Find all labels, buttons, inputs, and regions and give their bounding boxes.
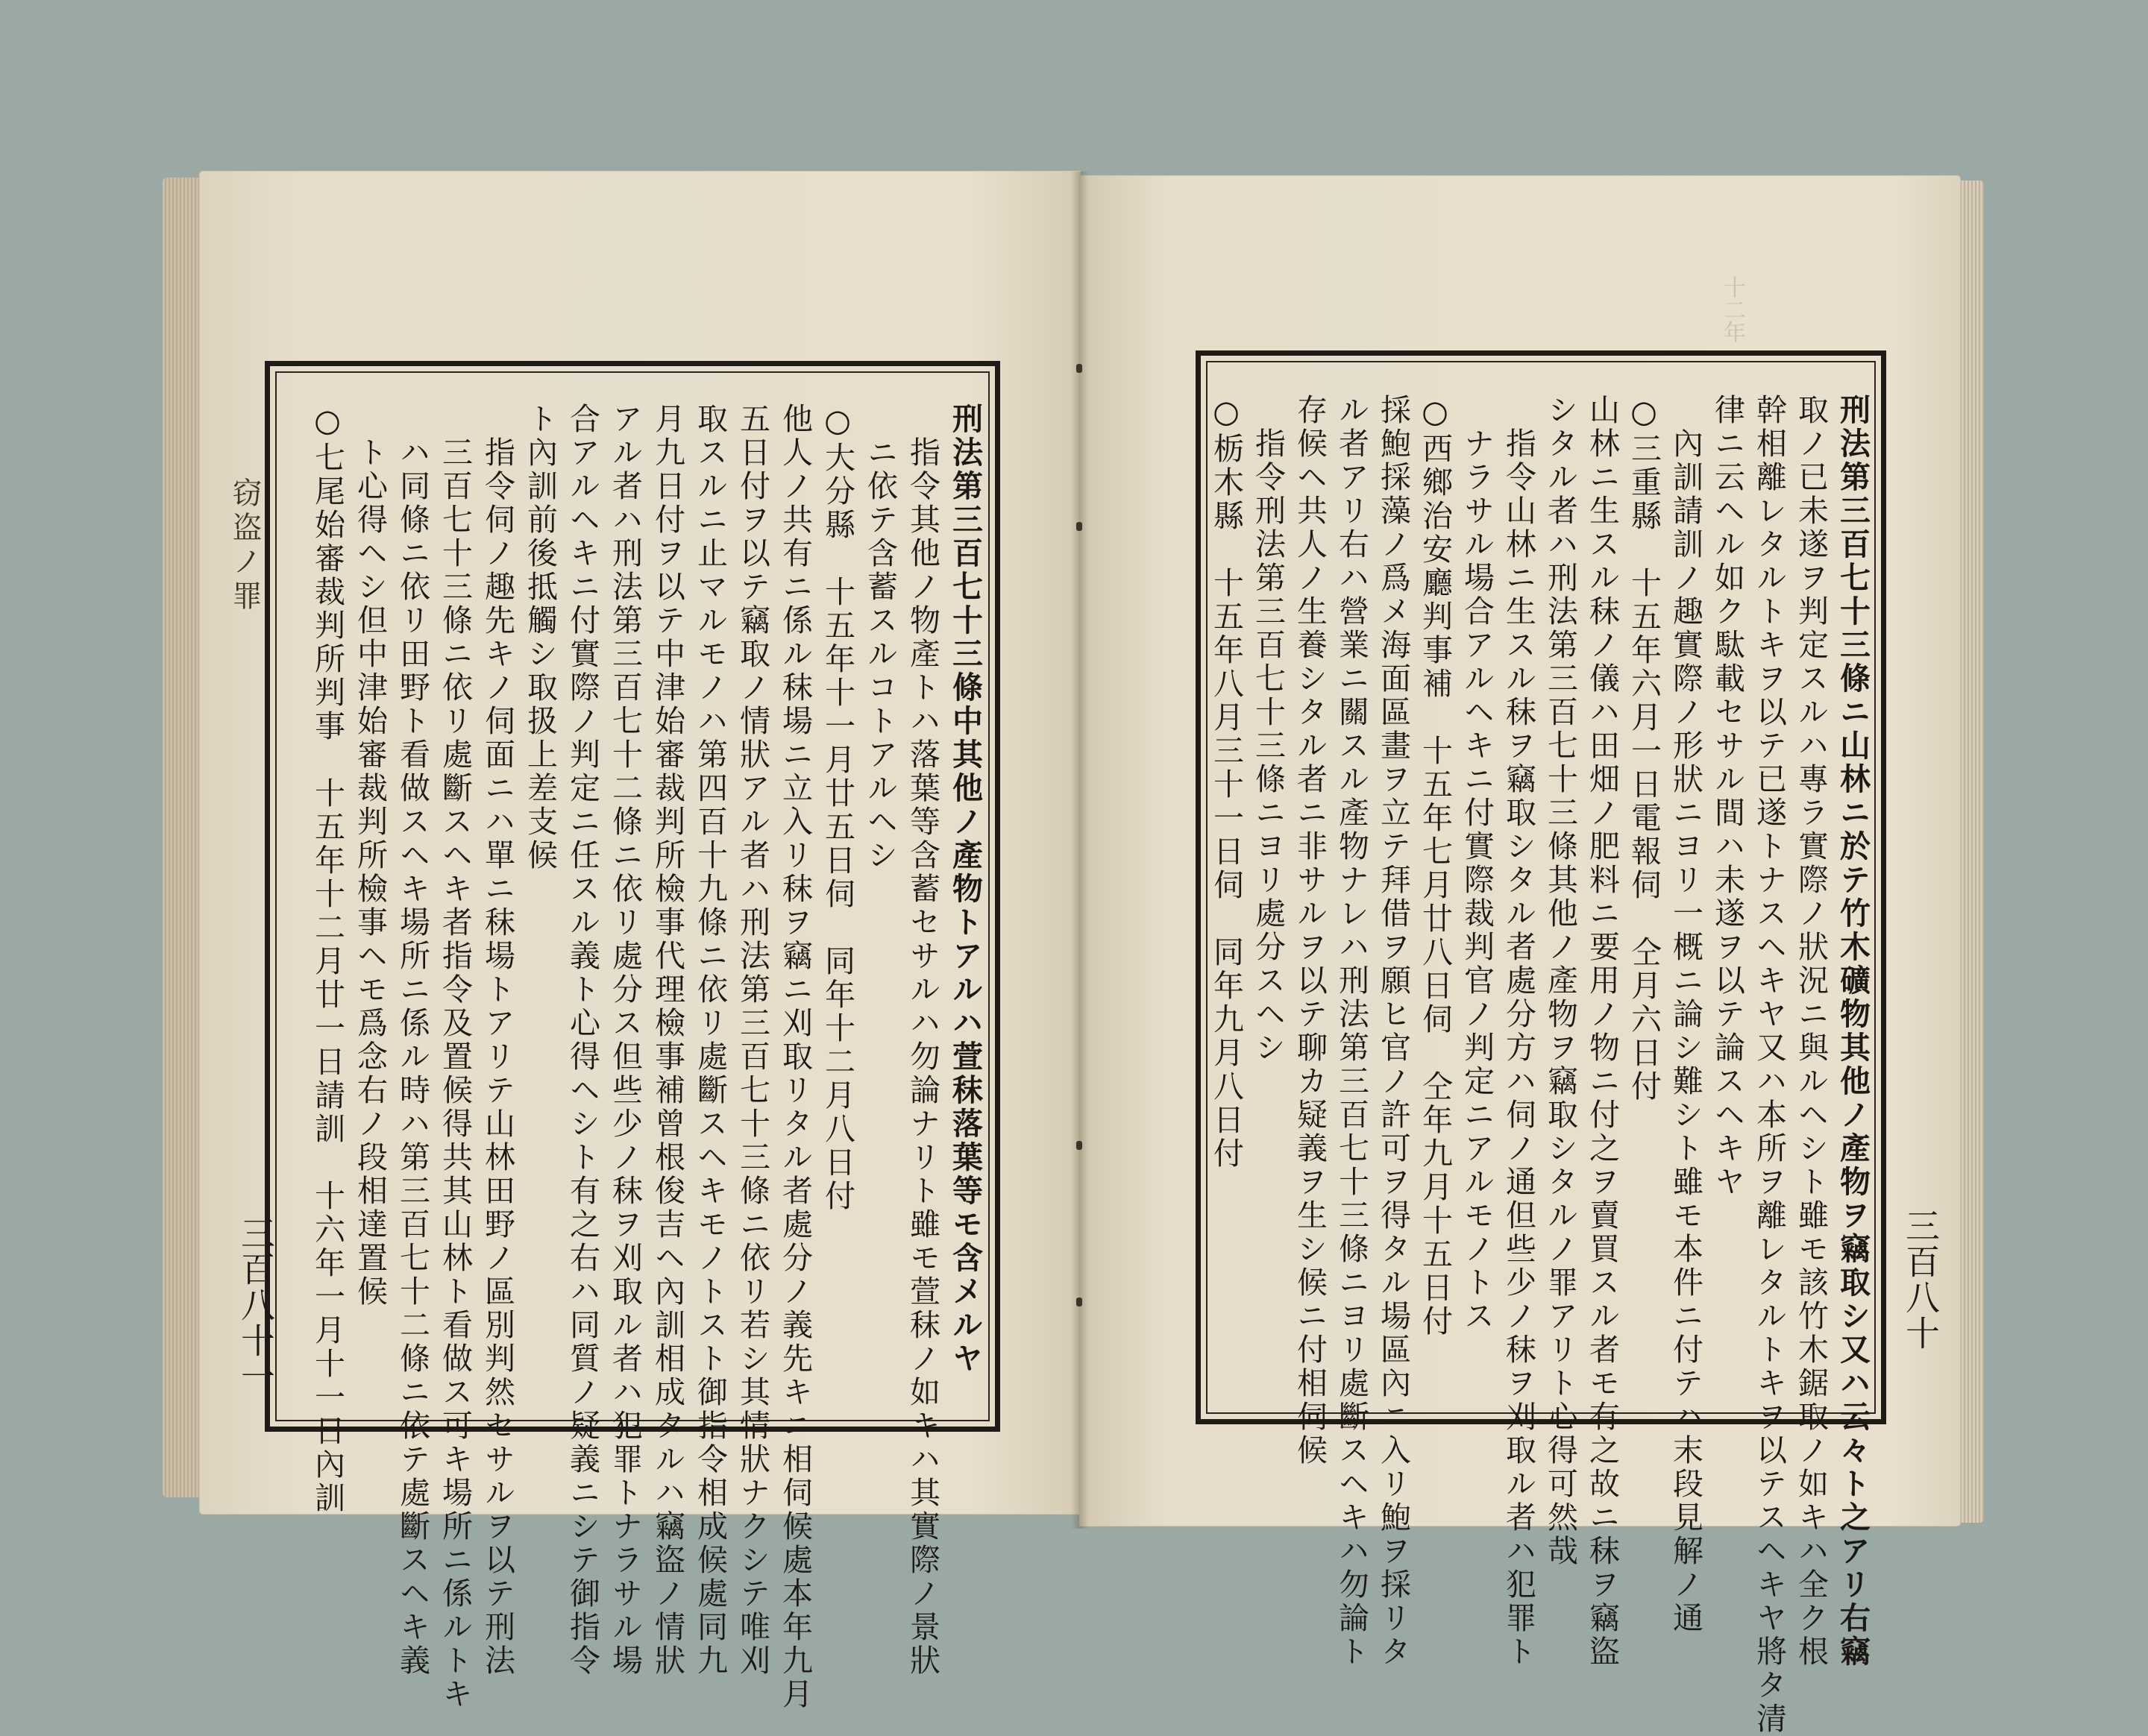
text-column: ナラサル場合アルヘキニ付實際裁判官ノ判定ニアルモノトス	[1459, 394, 1495, 1333]
text-column: ○大分縣 十五年十一月廿五日伺 同年十二月八日付	[820, 403, 855, 1213]
right-page-number: 三百八十	[1900, 1208, 1941, 1351]
text-column: 取スルニ止マルモノハ第四百十九條ニ依リ處斷スヘキモノトスト御指令相成候處同九	[692, 403, 728, 1678]
text-column: 幹相離レタルトキヲ以テ已遂トナスヘキヤ又ハ本所ヲ離レタルトキヲ以テスヘキヤ將タ清	[1751, 394, 1787, 1736]
text-column: アル者ハ刑法第三百七十二條ニ依リ處分ス但些少ノ秣ヲ刈取ル者ハ犯罪トナラサル場	[607, 403, 643, 1678]
text-column: ト內訓前後抵觸シ取扱上差支候	[522, 403, 558, 872]
binding-stitch	[1076, 1141, 1082, 1150]
text-column: ○栃木縣 十五年八月三十一日伺 同年九月八日付	[1208, 394, 1244, 1171]
text-column: ハ同條ニ依リ田野ト看做スヘキ場所ニ係ル時ハ第三百七十二條ニ依テ處斷スヘキ義	[395, 403, 430, 1678]
text-column: 他人ノ共有ニ係ル秣場ニ立入リ秣ヲ竊ニ刈取リタル者處分ノ義先キニ相伺候處本年九月	[777, 403, 813, 1711]
text-column: ル者アリ右ハ營業ニ關スル產物ナレハ刑法第三百七十三條ニヨリ處斷スヘキハ勿論ト	[1334, 394, 1369, 1669]
text-column: ○西鄉治安廳判事補 十五年七月廿八日伺 仝年九月十五日付	[1417, 394, 1453, 1339]
binding-stitch	[1076, 522, 1082, 531]
text-column: ○三重縣 十五年六月一日電報伺 仝月六日付	[1626, 394, 1662, 1104]
text-column: 山林ニ生スル秣ノ儀ハ田畑ノ肥料ニ要用ノ物ニ付之ヲ賣買スル者モ有之故ニ秣ヲ竊盜	[1584, 394, 1620, 1669]
text-column: 取ノ已未遂ヲ判定スルハ專ラ實際ノ狀況ニ與ルヘシト雖モ該竹木鋸取ノ如キハ全ク根	[1793, 394, 1829, 1669]
left-page-number: 三百八十一	[236, 1215, 276, 1394]
text-column: 刑法第三百七十三條中其他ノ產物トアルハ萱秣落葉等モ含メルヤ	[947, 403, 983, 1376]
text-column: 內訓請訓ノ趣實際ノ形狀ニヨリ一概ニ論シ難シト雖モ本件ニ付テハ末段見解ノ通	[1668, 394, 1703, 1635]
text-column: ○七尾始審裁判所判事 十五年十二月廿一日請訓 十六年一月十一日內訓	[310, 403, 345, 1515]
text-column: 刑法第三百七十三條ニ山林ニ於テ竹木礦物其他ノ產物ヲ竊取シ又ハ云々ト之アリ右竊	[1835, 394, 1871, 1669]
text-column: 指令其他ノ物產トハ落葉等含蓄セサルハ勿論ナリト雖モ萱秣ノ如キハ其實際ノ景狀	[905, 403, 940, 1678]
text-column: シタル者ハ刑法第三百七十三條其他ノ產物ヲ竊取シタルノ罪アリト心得可然哉	[1542, 394, 1578, 1568]
text-column: 存候ヘ共人ノ生養シタル者ニ非サルヲ以テ聊カ疑義ヲ生シ候ニ付相伺候	[1292, 394, 1328, 1468]
binding-stitch	[1076, 364, 1082, 373]
text-column: ニ依テ含蓄スルコトアルヘシ	[862, 403, 898, 872]
bleed-through-text: 十二年	[1719, 276, 1745, 343]
text-column: 月九日付ヲ以テ中津始審裁判所檢事代理檢事補曾根俊吉ヘ內訓相成タルハ竊盜ノ情狀	[650, 403, 685, 1678]
text-column: ト心得ヘシ但中津始審裁判所檢事ヘモ爲念右ノ段相達置候	[352, 403, 388, 1309]
text-column: 五日付ヲ以テ竊取ノ情狀アル者ハ刑法第三百七十三條ニ依リ若シ其情狀ナクシテ唯刈	[735, 403, 770, 1678]
running-head: 窃盗ノ罪	[227, 477, 262, 614]
text-column: 律ニ云ヘル如ク駄載セサル間ハ未遂ヲ以テ論スヘキヤ	[1709, 394, 1745, 1199]
text-column: 指令伺ノ趣先キノ伺面ニハ單ニ秣場トアリテ山林田野ノ區別判然セサルヲ以テ刑法	[480, 403, 515, 1678]
text-column: 採鮑採藻ノ爲メ海面區畫ヲ立テ拜借ヲ願ヒ官ノ許可ヲ得タル場區內ニ入リ鮑ヲ採リタ	[1375, 394, 1411, 1669]
text-column: 三百七十三條ニ依リ處斷スヘキ者指令及置候得共其山林ト看做ス可キ場所ニ係ルトキ	[437, 403, 473, 1711]
text-column: 指令刑法第三百七十三條ニヨリ處分スヘシ	[1250, 394, 1286, 1065]
text-column: 指令山林ニ生スル秣ヲ竊取シタル者處分方ハ伺ノ通但些少ノ秣ヲ刈取ル者ハ犯罪ト	[1501, 394, 1536, 1669]
binding-gutter	[1071, 172, 1089, 1529]
text-column: 合アルヘキニ付實際ノ判定ニ任スル義ト心得ヘシト有之右ハ同質ノ疑義ニシテ御指令	[565, 403, 600, 1678]
binding-stitch	[1076, 1298, 1082, 1306]
